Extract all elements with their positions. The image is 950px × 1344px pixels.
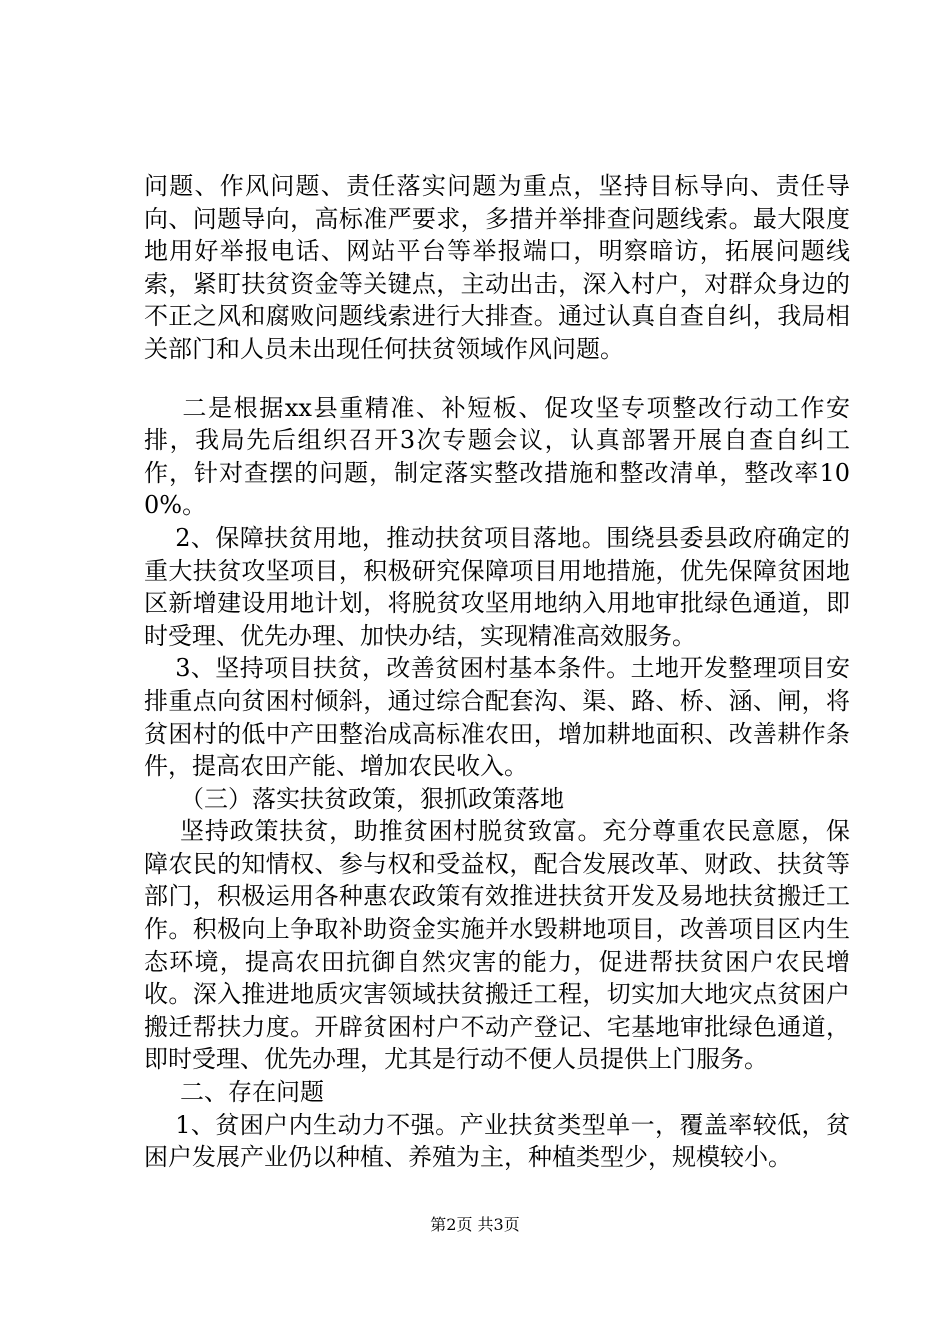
section-heading-3: （三）落实扶贫政策，狠抓政策落地	[180, 784, 564, 813]
document-body	[144, 170, 850, 1174]
paragraph-4: 3、坚持项目扶贫，改善贫困村基本条件。土地开发整理项目安排重点向贫困村倾斜，通过综合配套沟、渠、路、桥、涵、闸，将贫困村的低中产田整治成高标准农田，增加耕地面积、改善耕作条件，提高农田产能、增加农民收入。	[144, 654, 850, 781]
page-number-footer: 第2页 共3页	[430, 1215, 520, 1234]
paragraph-gap	[144, 366, 850, 392]
paragraph-1: 问题、作风问题、责任落实问题为重点，坚持目标导向、责任导向、问题导向，高标准严要求，多措并举排查问题线索。最大限度地用好举报电话、网站平台等举报端口，明察暗访，拓展问题线索，紧盯扶贫资金等关键点，主动出击，深入村户，对群众身边的不正之风和腐败问题线索进行大排查。通过认真自查自纠，我局相关部门和人员未出现任何扶贫领域作风问题。	[144, 172, 850, 363]
section-heading-problems: 二、存在问题	[180, 1078, 324, 1107]
paragraph-5: 坚持政策扶贫，助推贫困村脱贫致富。充分尊重农民意愿，保障农民的知情权、参与权和受益权，配合发展改革、财政、扶贫等部门，积极运用各种惠农政策有效推进扶贫开发及易地扶贫搬迁工作。积极向上争取补助资金实施并水毁耕地项目，改善项目区内生态环境，提高农田抗御自然灾害的能力，促进帮扶贫困户农民增收。深入推进地质灾害领域扶贫搬迁工程，切实加大地灾点贫困户搬迁帮扶力度。开辟贫困村户不动产登记、宅基地审批绿色通道，即时受理、优先办理，尤其是行动不便人员提供上门服务。	[144, 817, 850, 1074]
paragraph-3: 2、保障扶贫用地，推动扶贫项目落地。围绕县委县政府确定的重大扶贫攻坚项目，积极研究保障项目用地措施，优先保障贫困地区新增建设用地计划，将脱贫攻坚用地纳入用地审批绿色通道，即时受理、优先办理、加快办结，实现精准高效服务。	[144, 523, 850, 650]
paragraph-2: 二是根据xx县重精准、补短板、促攻坚专项整改行动工作安排，我局先后组织召开3次专题会议，认真部署开展自查自纠工作，针对查摆的问题，制定落实整改措施和整改清单，整改率100%。	[144, 393, 850, 520]
paragraph-6: 1、贫困户内生动力不强。产业扶贫类型单一，覆盖率较低，贫困户发展产业仍以种植、养殖为主，种植类型少，规模较小。	[144, 1110, 850, 1172]
